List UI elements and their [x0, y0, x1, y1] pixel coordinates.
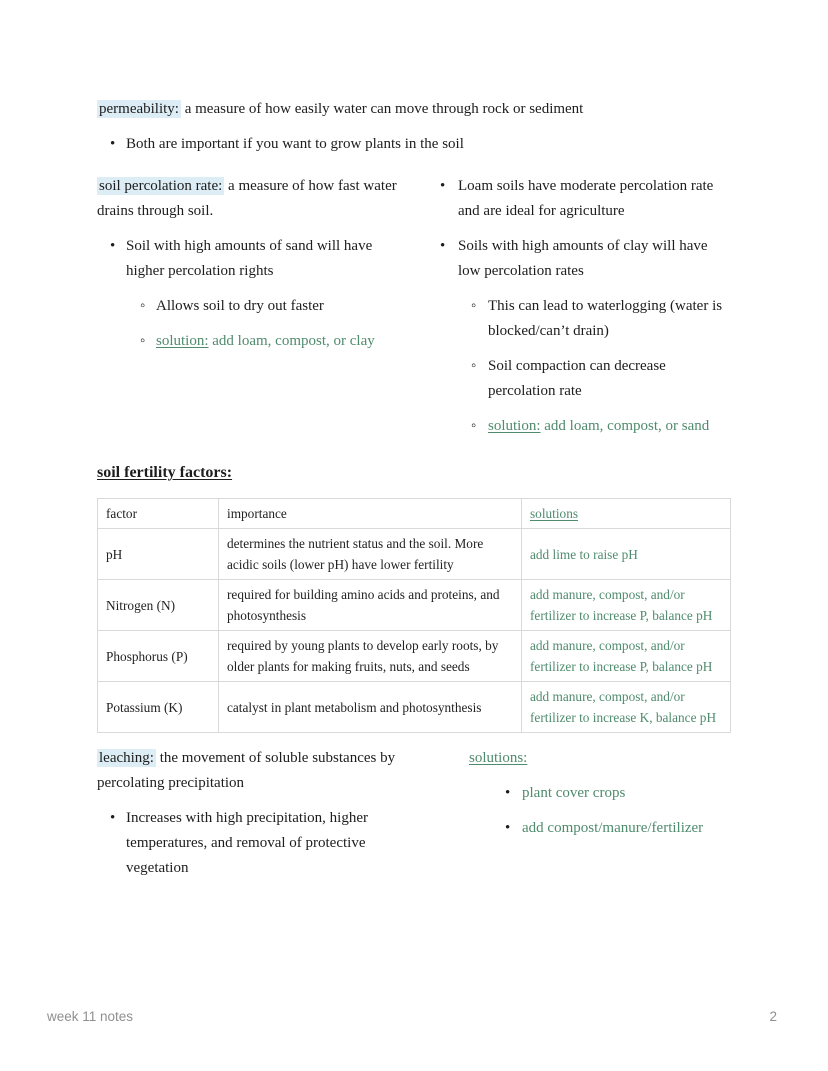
table-row	[98, 682, 731, 733]
importance-cell: determines the nutrient status and the soil. More acidic soils (lower pH) have lower fertility	[219, 529, 522, 580]
solution-cell: add manure, compost, and/or fertilizer to increase P, balance pH	[522, 631, 731, 682]
importance-cell: required for building amino acids and proteins, and photosynthesis	[219, 580, 522, 631]
bullet-icon: •	[110, 810, 116, 826]
footer-page-number: 2	[769, 1009, 777, 1024]
solution-text: add loam, compost, or clay	[208, 333, 375, 349]
list-item-text: This can lead to waterlogging (water is blocked/can’t drain)	[488, 298, 723, 339]
list-item-text: Soil compaction can decrease percolation rate	[488, 358, 666, 399]
fertility-table	[97, 498, 731, 733]
importance-cell: catalyst in plant metabolism and photosynthesis	[219, 682, 522, 733]
footer-doc-title: week 11 notes	[47, 1009, 134, 1024]
factor-cell: Potassium (K)	[98, 682, 219, 733]
circle-bullet-icon: ◦	[471, 298, 477, 314]
leaching-definition-text: the movement of soluble substances by percolating precipitation	[97, 750, 396, 791]
list-item	[97, 132, 730, 157]
circle-bullet-icon: ◦	[140, 298, 146, 314]
header-cell-importance: importance	[219, 499, 522, 529]
list-item	[97, 806, 427, 881]
solution-cell: add lime to raise pH	[522, 529, 731, 580]
solution-text: add loam, compost, or sand	[540, 418, 710, 434]
factor-cell: pH	[98, 529, 219, 580]
leaching-right-column	[469, 746, 730, 841]
highlighted-term-permeability: permeability:	[99, 101, 179, 117]
list-item-text: Increases with high precipitation, higher temperatures, and removal of protective vegetation	[126, 810, 369, 876]
factor-cell: Phosphorus (P)	[98, 631, 219, 682]
table-row	[98, 529, 731, 580]
percolation-definition	[97, 174, 397, 224]
solutions-link[interactable]: solutions:	[469, 750, 528, 766]
leaching-definition	[97, 746, 427, 796]
header-cell-factor: factor	[98, 499, 219, 529]
permeability-definition	[97, 97, 730, 122]
bullet-icon: •	[110, 136, 116, 152]
percolation-columns	[97, 174, 730, 439]
solution-cell: add manure, compost, and/or fertilizer to increase K, balance pH	[522, 682, 731, 733]
list-item	[97, 329, 397, 354]
solutions-heading	[469, 746, 730, 771]
factor-cell: Nitrogen (N)	[98, 580, 219, 631]
percolation-definition-text: a measure of how fast water drains through soil.	[97, 178, 397, 219]
solution-cell: add manure, compost, and/or fertilizer to increase P, balance pH	[522, 580, 731, 631]
leaching-left-column	[97, 746, 427, 881]
circle-bullet-icon: ◦	[471, 418, 477, 434]
list-item-text	[156, 329, 397, 354]
importance-cell: required by young plants to develop early roots, by older plants for making fruits, nuts, and seeds	[219, 631, 522, 682]
list-item	[437, 174, 730, 224]
leaching-columns	[97, 746, 730, 881]
solution-link[interactable]: solution:	[156, 333, 209, 349]
highlighted-term-leaching: leaching:	[99, 750, 154, 766]
list-item-text	[488, 414, 730, 439]
list-item-text: Loam soils have moderate percolation rate and are ideal for agriculture	[458, 178, 714, 219]
solution-link[interactable]: solution:	[488, 418, 541, 434]
table-row	[98, 580, 731, 631]
table-row	[98, 631, 731, 682]
page-footer	[47, 1008, 777, 1026]
document-content	[97, 97, 730, 881]
list-item-text: Both are important if you want to grow plants in the soil	[126, 136, 464, 152]
list-item-text: Soils with high amounts of clay will have low percolation rates	[458, 238, 708, 279]
list-item	[97, 234, 397, 284]
circle-bullet-icon: ◦	[471, 358, 477, 374]
list-item	[97, 294, 397, 319]
bullet-icon: •	[440, 238, 446, 254]
section-heading-fertility: soil fertility factors:	[97, 464, 233, 481]
list-item	[437, 414, 730, 439]
list-item	[437, 294, 730, 344]
circle-bullet-icon: ◦	[140, 333, 146, 349]
list-item	[469, 781, 730, 806]
list-item-text: Soil with high amounts of sand will have higher percolation rights	[126, 238, 373, 279]
list-item-text: plant cover crops	[522, 785, 626, 801]
header-cell-solutions	[522, 499, 731, 529]
table-header-row	[98, 499, 731, 529]
percolation-left-column	[97, 174, 397, 354]
list-item	[437, 354, 730, 404]
bullet-icon: •	[110, 238, 116, 254]
bullet-icon: •	[505, 820, 511, 836]
list-item	[437, 234, 730, 284]
highlighted-term-percolation: soil percolation rate:	[99, 178, 223, 194]
solutions-link[interactable]: solutions	[530, 506, 579, 521]
bullet-icon: •	[440, 178, 446, 194]
list-item-text: Allows soil to dry out faster	[156, 298, 324, 314]
list-item-text: add compost/manure/fertilizer	[522, 820, 704, 836]
bullet-icon: •	[505, 785, 511, 801]
percolation-right-column	[437, 174, 730, 439]
list-item	[469, 816, 730, 841]
permeability-definition-text: a measure of how easily water can move through rock or sediment	[180, 101, 584, 117]
